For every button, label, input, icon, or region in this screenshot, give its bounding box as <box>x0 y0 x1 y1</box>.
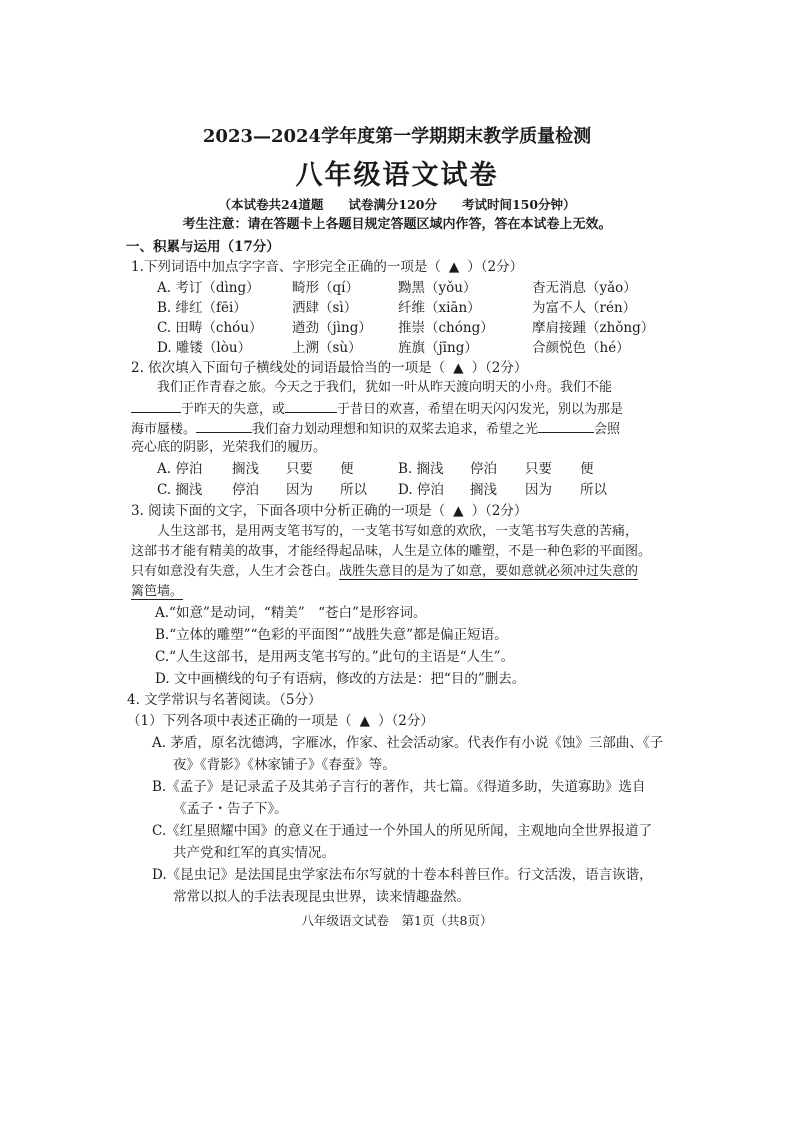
fill-blank <box>131 399 181 413</box>
q2-option-b-1: B. 搁浅 <box>398 461 444 477</box>
q4-sub1-score: ）（2分） <box>377 713 434 729</box>
q1-score: ）（2分） <box>467 259 524 275</box>
q3-stem-text: 3. 阅读下面的文字，下面各项中分析正确的一项是（ <box>131 503 446 519</box>
q2-option-d-2: 搁浅 <box>470 482 497 498</box>
exam-notice: 考生注意：请在答题卡上各题目规定答题区域内作答，答在本试卷上无效。 <box>182 217 612 232</box>
q4-option-b-line1: B.《孟子》是记录孟子及其弟子言行的著作，共七篇。《得道多助，失道寡助》选自 <box>152 779 646 795</box>
q1-option-c-1: C. 田畴（chóu） <box>157 320 263 336</box>
fill-blank <box>285 399 337 413</box>
answer-triangle-icon: ▲ <box>359 713 370 729</box>
q2-passage-text: 会照 <box>594 422 621 437</box>
q4-option-c-line1: C.《红星照耀中国》的意义在于通过一个外国人的所见所闻，主观地向全世界报道了 <box>152 823 653 839</box>
q2-option-d-3: 因为 <box>525 482 552 498</box>
q2-option-a-4: 便 <box>340 461 354 477</box>
q3-underlined-sentence: 战胜失意目的是为了如意，要如意就必须冲过失意的 <box>339 564 639 579</box>
q2-option-c-1: C. 搁浅 <box>157 482 203 498</box>
q3-passage-line2: 这部书才能有精美的故事，才能经得起品味，人生是立体的雕塑，不是一种色彩的平面图。 <box>131 544 652 559</box>
answer-triangle-icon: ▲ <box>453 503 464 519</box>
q3-option-d: D. 文中画横线的句子有语病，修改的方法是：把“目的”删去。 <box>155 671 526 687</box>
q3-passage-line3 <box>131 563 638 581</box>
q1-option-d-4: 合颜悦色（hé） <box>532 340 630 356</box>
q2-passage-line1: 我们正作青春之旅。今天之于我们，犹如一叶从昨天渡向明天的小舟。我们不能 <box>157 380 613 395</box>
q1-option-a-1: A. 考订（dìng） <box>157 280 260 296</box>
exam-subtitle: （本试卷共24道题 试卷满分120分 考试时间150分钟） <box>218 197 576 212</box>
q2-option-a-1: A. 停泊 <box>157 461 203 477</box>
q2-stem-text: 2. 依次填入下面句子横线处的词语最恰当的一项是（ <box>131 360 446 376</box>
q2-passage-line2 <box>131 399 623 419</box>
q1-stem <box>131 258 523 276</box>
q2-passage-text: 我们奋力划动理想和知识的双桨去追求，希望之光 <box>252 422 539 437</box>
q3-underlined-sentence: 篱笆墙。 <box>131 584 184 599</box>
q2-option-d-4: 所以 <box>580 482 607 498</box>
q2-option-c-3: 因为 <box>286 482 313 498</box>
q4-sub1-stem <box>127 712 434 730</box>
q4-stem: 4. 文学常识与名著阅读。（5分） <box>127 692 322 708</box>
q1-option-b-3: 纤维（xiān） <box>398 300 481 316</box>
exam-title-line2: 八年级语文试卷 <box>295 160 499 191</box>
q2-option-b-4: 便 <box>580 461 594 477</box>
answer-triangle-icon: ▲ <box>453 360 464 376</box>
q4-sub1-text: （1）下列各项中表述正确的一项是（ <box>127 713 352 729</box>
q3-stem <box>131 502 527 520</box>
q2-passage-text: 于昔日的欢喜，希望在明天闪闪发光，别以为那是 <box>337 402 624 417</box>
q1-option-a-2: 畸形（qí） <box>292 280 359 296</box>
q1-option-b-4: 为富不人（rén） <box>532 300 637 316</box>
q4-option-c-line2: 共产党和红军的真实情况。 <box>173 845 335 861</box>
q2-option-b-2: 停泊 <box>470 461 497 477</box>
fill-blank <box>196 419 252 433</box>
q1-option-d-1: D. 雕镂（lòu） <box>157 340 252 356</box>
q1-option-d-3: 旌旗（jīng） <box>398 340 478 356</box>
q1-option-c-2: 遒劲（jìng） <box>292 320 372 336</box>
q3-passage-line1: 人生这部书，是用两支笔书写的，一支笔书写如意的欢欣，一支笔书写失意的苦痛， <box>157 524 639 539</box>
q2-option-a-2: 搁浅 <box>232 461 259 477</box>
q1-option-b-2: 洒肆（sì） <box>292 300 358 316</box>
q3-option-b: B.“立体的雕塑”“色彩的平面图”“战胜失意”都是偏正短语。 <box>155 627 508 643</box>
q1-option-d-2: 上溯（sù） <box>292 340 362 356</box>
q1-option-c-4: 摩肩接踵（zhǒng） <box>532 320 655 336</box>
q4-option-b-line2: 《孟子・告子下》。 <box>173 801 288 817</box>
q1-option-b-1: B. 绯红（fēi） <box>157 300 247 316</box>
fill-blank <box>538 419 594 433</box>
q1-option-a-3: 黝黑（yǒu） <box>398 280 477 296</box>
page-footer: 八年级语文试卷 第1页（共8页） <box>301 913 493 928</box>
q1-option-c-3: 推崇（chóng） <box>398 320 494 336</box>
q2-passage-line3 <box>131 419 620 439</box>
q2-passage-line4: 亮心底的阴影，光荣我们的履历。 <box>131 440 327 455</box>
q2-stem <box>131 359 527 377</box>
q4-option-d-line2: 常常以拟人的手法表现昆虫世界，读来情趣盎然。 <box>173 889 470 905</box>
q2-score: ）（2分） <box>471 360 528 376</box>
q1-option-a-4: 杳无消息（yǎo） <box>532 280 637 296</box>
q2-option-c-2: 停泊 <box>232 482 259 498</box>
q4-option-a-line2: 夜》《背影》《林家铺子》《春蚕》等。 <box>173 757 396 773</box>
q2-option-a-3: 只要 <box>286 461 313 477</box>
q4-option-d-line1: D.《昆虫记》是法国昆虫学家法布尔写就的十卷本科普巨作。行文活泼，语言诙谐， <box>152 867 653 883</box>
q3-option-c: C.“人生这部书，是用两支笔书写的。”此句的主语是“人生”。 <box>155 649 514 665</box>
q3-passage-line4 <box>131 583 183 601</box>
q2-option-d-1: D. 停泊 <box>398 482 444 498</box>
q3-score: ）（2分） <box>471 503 528 519</box>
q2-option-c-4: 所以 <box>340 482 367 498</box>
q1-stem-text: 1.下列词语中加点字字音、字形完全正确的一项是（ <box>131 259 441 275</box>
q4-option-a-line1: A. 茅盾，原名沈德鸿，字雁冰，作家、社会活动家。代表作有小说《蚀》三部曲、《子 <box>152 735 664 751</box>
q2-passage-text: 海市蜃楼。 <box>131 422 197 437</box>
q3-option-a: A.“如意”是动词，“精美” “苍白”是形容词。 <box>155 605 427 621</box>
exam-title-line1: 2023—2024学年度第一学期期末教学质量检测 <box>202 126 592 147</box>
section-heading: 一、积累与运用（17分） <box>126 239 280 255</box>
q2-option-b-3: 只要 <box>525 461 552 477</box>
q3-passage-text: 只有如意没有失意，人生才会苍白。 <box>131 564 340 579</box>
answer-triangle-icon: ▲ <box>448 259 460 275</box>
q2-passage-text: 于昨天的失意，或 <box>181 402 286 417</box>
